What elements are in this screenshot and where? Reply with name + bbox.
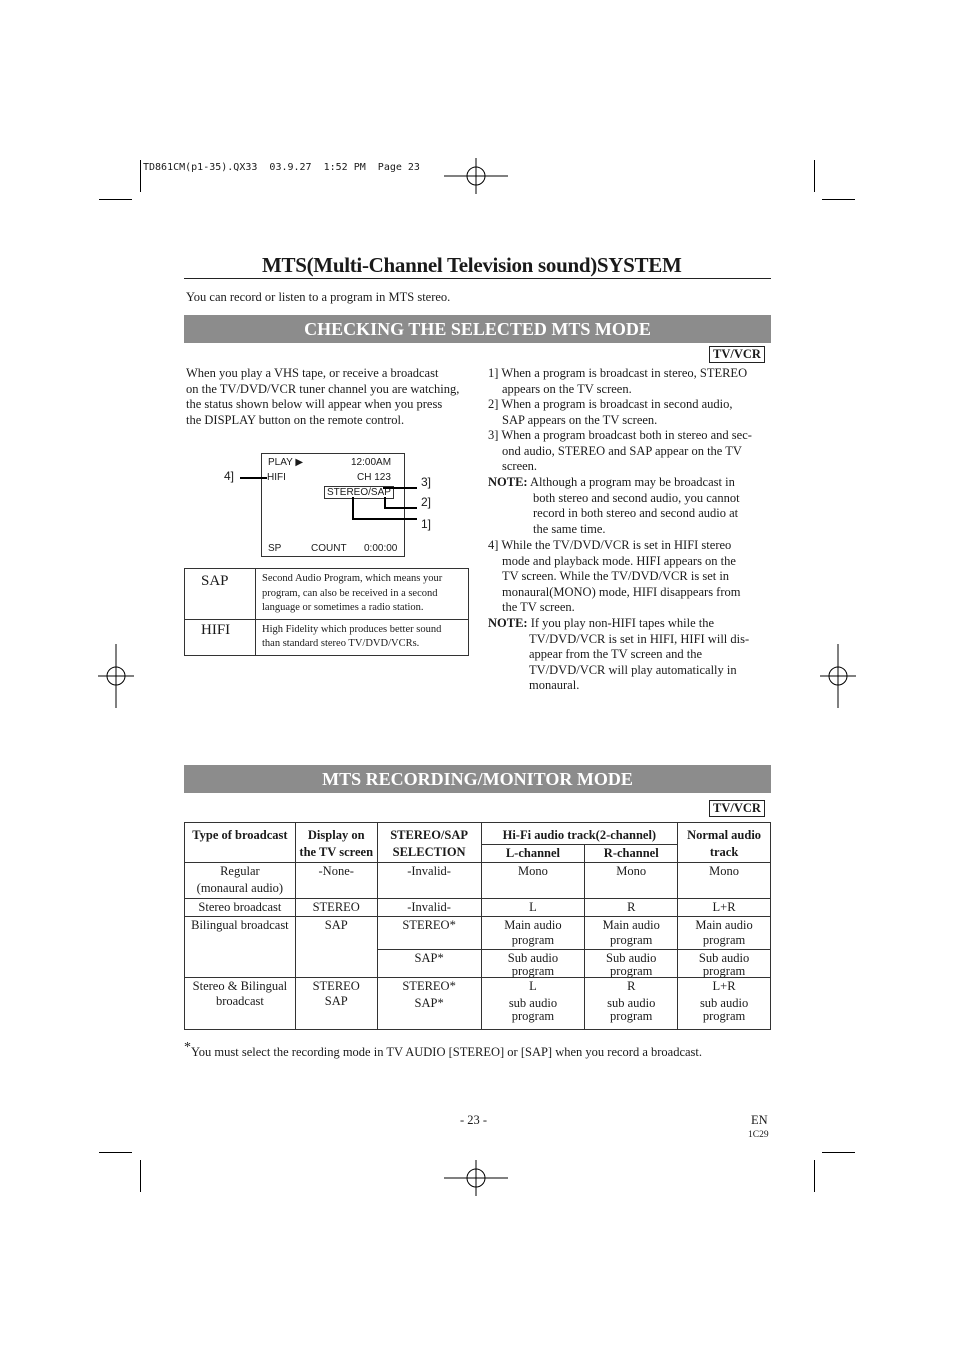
note-item <box>488 616 749 694</box>
text-line: When a program is broadcast in second audio, <box>501 397 733 411</box>
table-cell <box>678 917 771 950</box>
text-line: When a program is broadcast in stereo, STEREO <box>501 366 748 380</box>
callout-2: 2] <box>421 495 432 509</box>
table-cell: STEREO* <box>377 917 481 950</box>
text-line: Sub audio <box>606 951 657 965</box>
section-heading: CHECKING THE SELECTED MTS MODE <box>184 315 771 343</box>
text-line: Main audio <box>602 918 660 932</box>
text-line: SELECTION <box>392 845 466 859</box>
table-cell: STEREO <box>295 899 377 917</box>
table-header-row <box>185 823 771 845</box>
text-line: program <box>610 1009 653 1023</box>
text-line: language or sometimes a radio station. <box>262 602 424 613</box>
table-cell: STEREO* <box>377 978 481 996</box>
crop-mark <box>822 1152 855 1153</box>
table-cell: L <box>481 899 585 917</box>
footnote-text: You must select the recording mode in TV AUDIO [STEREO] or [SAP] when you record a broadcast. <box>191 1045 703 1060</box>
doc-code: 1C29 <box>748 1130 769 1140</box>
note-item <box>488 475 740 537</box>
table-cell: -Invalid- <box>377 863 481 899</box>
text-line: program <box>511 964 555 978</box>
table-cell <box>481 950 585 978</box>
crop-mark <box>140 160 141 192</box>
osd-play: PLAY ▶ <box>268 457 304 468</box>
footnote-mark: * <box>184 1040 191 1055</box>
text-line: STEREO/SAP <box>390 828 469 842</box>
table-cell <box>678 995 771 1030</box>
text-line: sub audio <box>699 996 749 1010</box>
print-slug: TD861CM(p1-35).QX33 03.9.27 1:52 PM Page 23 <box>143 162 420 173</box>
text-line: screen. <box>502 459 538 474</box>
text-line: Regular <box>220 864 260 878</box>
text-line: SAP <box>324 994 348 1008</box>
text-line: If you play non-HIFI tapes while the <box>530 616 715 630</box>
text-line: sub audio <box>607 996 656 1010</box>
osd-hifi: HIFI <box>267 472 286 483</box>
column-header: L-channel <box>481 845 585 863</box>
text-line: STEREO <box>312 979 360 993</box>
footnote <box>184 1040 702 1061</box>
callout-4: 4] <box>224 469 235 483</box>
text-line: program <box>610 933 653 947</box>
osd-speed: SP <box>268 543 282 554</box>
table-cell: L <box>481 978 585 996</box>
osd-count-label: COUNT <box>311 543 347 554</box>
registration-mark-left <box>98 644 134 708</box>
column-header: Hi-Fi audio track(2-channel) <box>481 823 678 845</box>
display-instruction <box>186 366 476 428</box>
text-line: record in both stereo and second audio at <box>533 506 739 521</box>
text-line: Display on <box>307 828 365 842</box>
text-line: than standard stereo TV/DVD/VCRs. <box>262 638 420 649</box>
text-line: monaural. <box>529 678 580 693</box>
text-line: track <box>709 845 739 859</box>
table-cell: -Invalid- <box>377 899 481 917</box>
text-line: Main audio <box>695 918 753 932</box>
text-line: program <box>511 1009 555 1023</box>
registration-mark-top <box>444 158 508 194</box>
table-row <box>185 569 469 620</box>
callout-3: 3] <box>421 475 432 489</box>
text-line: sub audio <box>508 996 558 1010</box>
column-header <box>678 823 771 863</box>
table-cell <box>585 950 678 978</box>
table-cell <box>585 917 678 950</box>
table-row <box>185 863 771 899</box>
note-number: 1] <box>488 366 499 380</box>
tv-vcr-badge: TV/VCR <box>709 346 765 363</box>
table-row <box>185 978 771 996</box>
table-cell: Bilingual broadcast <box>185 917 296 978</box>
callout-lines <box>230 470 430 530</box>
crop-mark <box>99 199 132 200</box>
text-line: on the TV/DVD/VCR tuner channel you are watching, <box>186 381 460 396</box>
text-line: the same time. <box>533 521 606 536</box>
note-label: NOTE: <box>488 475 528 489</box>
note-number: 2] <box>488 397 499 411</box>
text-line: Second Audio Program, which means your <box>262 573 443 584</box>
text-line: program <box>702 964 746 978</box>
text-line: program, can also be received in a second <box>262 587 438 599</box>
text-line: mode and playback mode. HIFI appears on the <box>502 553 736 568</box>
crop-mark <box>814 1160 815 1192</box>
text-line: the TV screen. <box>502 600 575 615</box>
section-heading: MTS RECORDING/MONITOR MODE <box>184 765 771 793</box>
text-line: program <box>511 933 555 947</box>
osd-counter: 0:00:00 <box>364 543 398 554</box>
text-line: TV/DVD/VCR will play automatically in <box>529 662 737 677</box>
column-header: Type of broadcast <box>185 823 296 863</box>
table-cell: L+R <box>678 899 771 917</box>
text-line: TV screen. While the TV/DVD/VCR is set in <box>502 569 730 584</box>
osd-mode: STEREO/SAP <box>324 486 394 499</box>
text-line: program <box>702 1009 746 1023</box>
note-number: 4] <box>488 538 499 552</box>
text-line: When you play a VHS tape, or receive a broadcast <box>186 366 439 380</box>
crop-mark <box>140 1160 141 1192</box>
intro-text: You can record or listen to a program in MTS stereo. <box>186 290 451 304</box>
page-title: MTS(Multi-Channel Television sound)SYSTEM <box>262 253 682 277</box>
text-line: (monaural audio) <box>196 881 284 895</box>
note-item <box>488 538 740 616</box>
text-line: appear from the TV screen and the <box>529 647 703 662</box>
text-line: the TV screen <box>299 845 374 859</box>
definitions-table <box>184 568 469 656</box>
callout-1: 1] <box>421 517 432 531</box>
table-cell: SAP* <box>377 995 481 1030</box>
text-line: Sub audio <box>698 951 750 965</box>
osd-time: 12:00AM <box>351 457 392 468</box>
registration-mark-right <box>820 644 856 708</box>
note-item <box>488 366 747 397</box>
table-cell: Mono <box>678 863 771 899</box>
text-line: program <box>702 933 746 947</box>
text-line: While the TV/DVD/VCR is set in HIFI stereo <box>501 538 732 552</box>
note-label: NOTE: <box>488 616 528 630</box>
text-line: Normal audio <box>687 828 762 842</box>
term-cell: SAP <box>185 569 256 620</box>
text-line: broadcast <box>215 994 264 1008</box>
column-header <box>377 823 481 863</box>
language-label: EN <box>751 1113 768 1127</box>
text-line: the status shown below will appear when you press <box>186 397 443 411</box>
page-number: - 23 - <box>460 1113 488 1127</box>
table-cell: SAP* <box>377 950 481 978</box>
table-cell <box>185 978 296 1030</box>
osd-channel: CH 123 <box>357 472 391 483</box>
text-line: ond audio, STEREO and SAP appear on the TV <box>502 443 742 458</box>
note-item <box>488 428 752 475</box>
term-cell: HIFI <box>185 619 256 655</box>
tv-vcr-badge: TV/VCR <box>709 800 765 817</box>
table-cell <box>481 995 585 1030</box>
title-rule <box>184 278 771 279</box>
text-line: When a program broadcast both in stereo and sec- <box>501 428 752 442</box>
text-line: Stereo & Bilingual <box>192 979 288 993</box>
table-cell: SAP <box>295 917 377 978</box>
table-cell: Mono <box>585 863 678 899</box>
text-line: appears on the TV screen. <box>502 381 632 396</box>
table-cell <box>185 863 296 899</box>
column-header: R-channel <box>585 845 678 863</box>
table-row <box>185 899 771 917</box>
table-cell: Stereo broadcast <box>185 899 296 917</box>
text-line: monaural(MONO) mode, HIFI disappears from <box>502 584 741 599</box>
table-cell <box>585 995 678 1030</box>
text-line: High Fidelity which produces better sound <box>262 623 442 635</box>
definition-cell <box>256 569 469 620</box>
text-line: SAP appears on the TV screen. <box>502 412 658 427</box>
registration-mark-bottom <box>444 1160 508 1196</box>
definition-cell <box>256 619 469 655</box>
crop-mark <box>99 1152 132 1153</box>
crop-mark <box>814 160 815 192</box>
text-line: Main audio <box>504 918 562 932</box>
text-line: program <box>610 964 653 978</box>
table-row <box>185 619 469 655</box>
table-row <box>185 917 771 950</box>
text-line: Although a program may be broadcast in <box>530 475 735 489</box>
text-line: both stereo and second audio, you cannot <box>533 490 740 505</box>
text-line: TV/DVD/VCR is set in HIFI, HIFI will dis- <box>529 631 750 646</box>
note-number: 3] <box>488 428 499 442</box>
text-line: Sub audio <box>507 951 559 965</box>
table-cell: Mono <box>481 863 585 899</box>
table-cell: R <box>585 899 678 917</box>
column-header <box>295 823 377 863</box>
text-line: the DISPLAY button on the remote control. <box>186 412 405 427</box>
table-cell: L+R <box>678 978 771 996</box>
table-cell <box>678 950 771 978</box>
table-cell: -None- <box>295 863 377 899</box>
mts-mode-table <box>184 822 771 1030</box>
note-item <box>488 397 733 428</box>
table-cell: R <box>585 978 678 996</box>
table-cell <box>481 917 585 950</box>
table-cell <box>295 978 377 1030</box>
crop-mark <box>822 199 855 200</box>
